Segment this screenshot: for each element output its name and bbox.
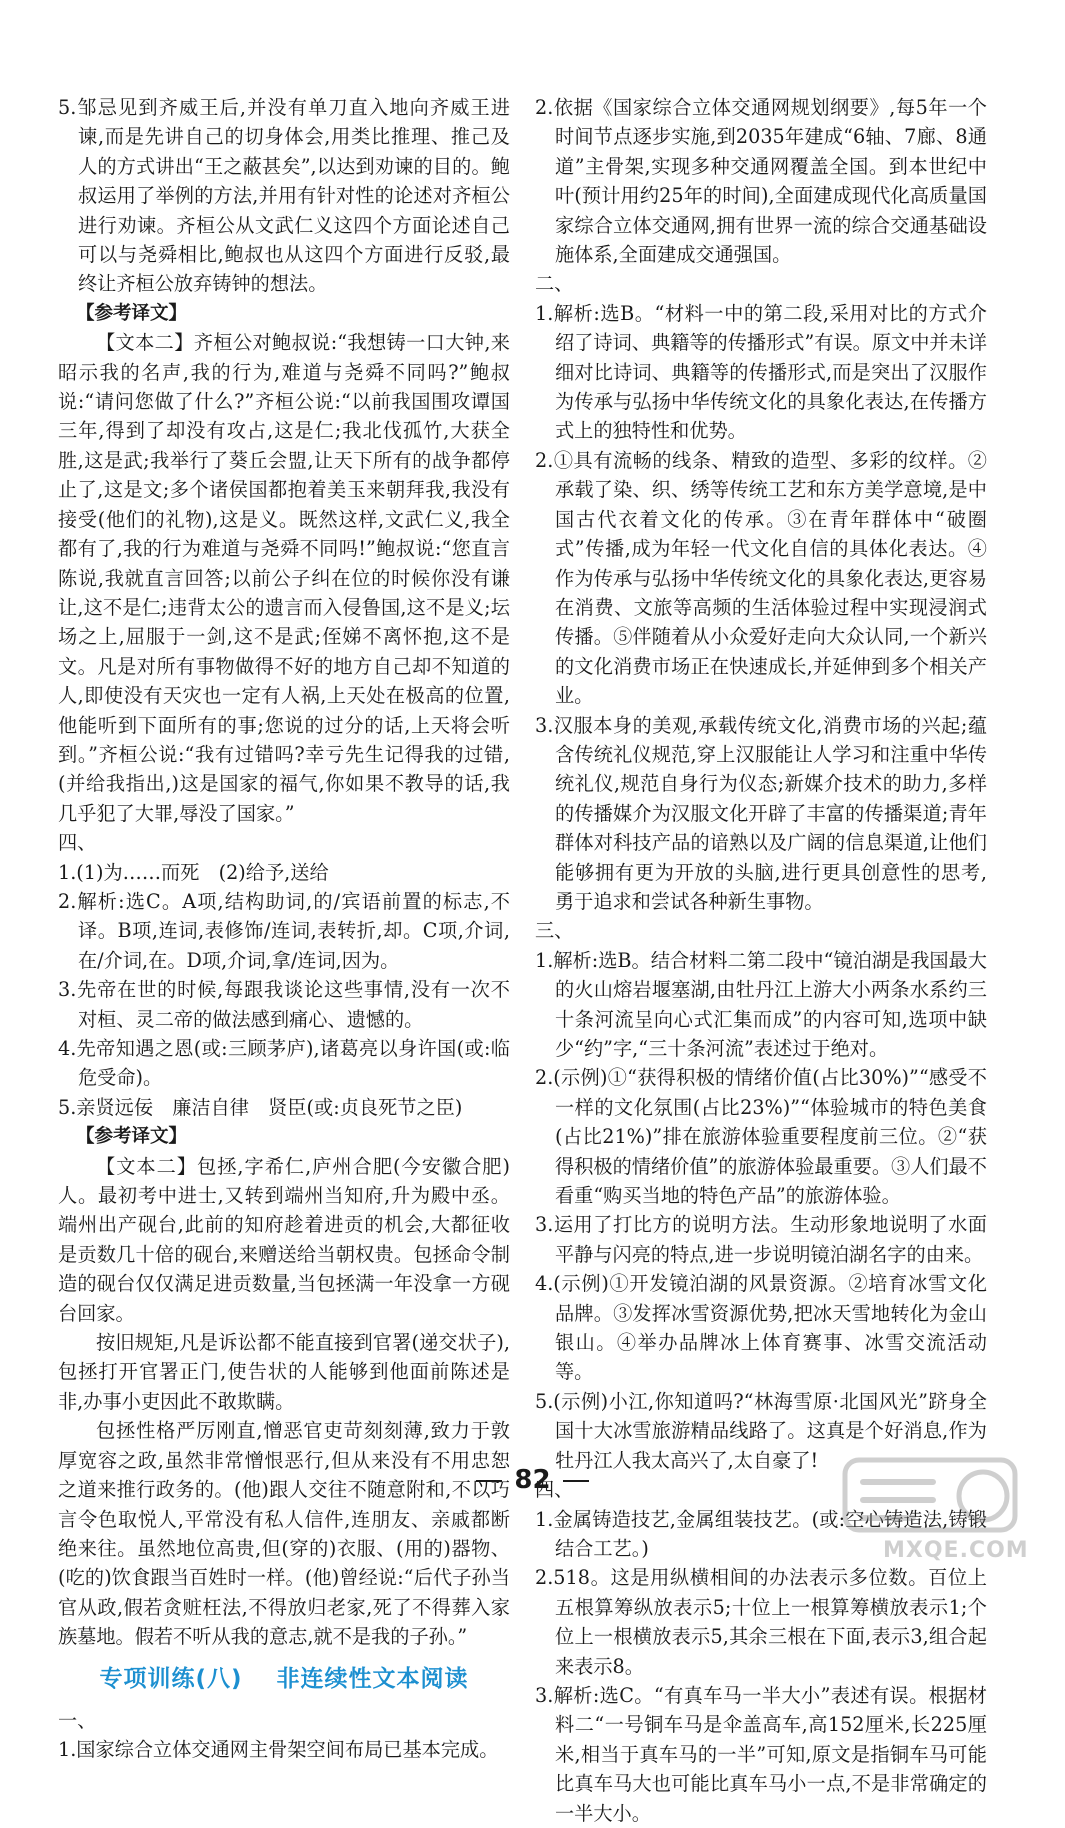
answer-5b: 5.亲贤远佞 廉洁自律 贤臣(或:贞良死节之臣)	[58, 1095, 463, 1119]
section-title	[58, 1662, 510, 1696]
answer-g2: 2.(示例)①“获得积极的情绪价值(占比30%)”“感受不一样的文化氛围(占比23%)”“体验城市的特色美食(占比21%)”排在旅游体验重要程度前三位。②“获得积极的情绪价值”的旅游体验最重要。③人们最不看重“购买当地的特色产品”的旅游体验。	[535, 1066, 987, 1208]
answer-g4: 4.(示例)①开发镜泊湖的风景资源。②培育冰雪文化品牌。③发挥冰雪资源优势,把冰天雪地转化为金山银山。④举办品牌冰上体育赛事、冰雪交流活动等。	[535, 1272, 987, 1384]
section-title-text: 非连续性文本阅读	[276, 1665, 469, 1692]
reference-translation-heading: 【参考译文】	[76, 302, 188, 324]
answer-f1: 1.解析:选B。“材料一中的第二段,采用对比的方式介绍了诗词、典籍等的传播形式”有误。原文中并未详细对比诗词、典籍等的传播形式,而是突出了汉服作为传承与弘扬中华传统文化的具象化表达,在传播方式上的独特性和优势。	[535, 301, 987, 443]
answer-h3: 3.解析:选C。“有真车马一半大小”表述有误。根据材料二“一号铜车马是伞盖高车,高152厘米,长225厘米,相当于真车马的一半”可知,原文是指铜车马可能比真车马大也可能比真车马小一点,不是非常确定的一半大小。	[535, 1683, 987, 1825]
watermark-logo	[823, 1452, 1033, 1572]
answer-4: 4.先帝知遇之恩(或:三顾茅庐),诸葛亮以身许国(或:临危受命)。	[58, 1037, 510, 1090]
answer-g5: 5.(示例)小江,你知道吗?“林海雪原·北国风光”跻身全国十大冰雪旅游精品线路了。这真是个好消息,作为牡丹江人我太高兴了,太自豪了!	[535, 1389, 987, 1472]
translation-paragraph-2: 【文本二】包拯,字希仁,庐州合肥(今安徽合肥)人。最初考中进士,又转到端州当知府,升为殿中丞。端州出产砚台,此前的知府趁着进贡的机会,大都征收是贡数几十倍的砚台,来赠送给当朝权贵。包拯命令制造的砚台仅仅满足进贡数量,当包拯满一年没拿一方砚台回家。	[58, 1154, 510, 1325]
answer-h1: 1.金属铸造技艺,金属组装技艺。(或:空心铸造法,铸锻结合工艺。)	[535, 1507, 987, 1560]
translation-paragraph: 【文本二】齐桓公对鲍叔说:“我想铸一口大钟,来昭示我的名声,我的行为,难道与尧舜不同吗?”鲍叔说:“请问您做了什么?”齐桓公说:“以前我国围攻谭国三年,得到了却没有攻占,这是仁;我北伐孤竹,大获全胜,这是武;我举行了葵丘会盟,让天下所有的战争都停止了,这是文;多个诸侯国都抱着美玉来朝拜我,我没有接受(他们的礼物),这是义。既然这样,文武仁义,我全都有了,我的行为难道与尧舜不同吗!”鲍叔说:“您直言陈说,我就直言回答;以前公子纠在位的时候你没有谦让,这不是仁;违背太公的遗言而入侵鲁国,这不是义;坛场之上,屈服于一剑,这不是武;侄娣不离怀抱,这不是文。凡是对所有事物做得不好的地方自己却不知道的人,即使没有天灾也一定有人祸,上天处在极高的位置,他能听到下面所有的事;您说的过分的话,上天将会听到。”齐桓公说:“我有过错吗?幸亏先生记得我的过错,(并给我指出,)这是国家的福气,你如果不教导的话,我几乎犯了大罪,辱没了国家。”	[58, 331, 510, 825]
watermark-text: MXQE.COM	[883, 1538, 1029, 1563]
answer-e2: 2.依据《国家综合立体交通网规划纲要》,每5年一个时间节点逐步实施,到2035年建成“6轴、7廊、8通道”主骨架,实现多种交通网覆盖全国。到本世纪中叶(预计用约25年的时间),全面建成现代化高质量国家综合立体交通网,拥有世界一流的综合交通基础设施体系,全面建成交通强国。	[535, 96, 987, 267]
page-number-text: 82	[514, 1465, 551, 1495]
answer-5: 5.邹忌见到齐威王后,并没有单刀直入地向齐威王进谏,而是先讲自己的切身体会,用类比推理、推己及人的方式讲出“王之蔽甚矣”,以达到劝谏的目的。鲍叔运用了举例的方法,并用有针对性的论述对齐桓公进行劝谏。齐桓公从文武仁义这四个方面论述自己可以与尧舜相比,鲍叔也从这四个方面进行反驳,最终让齐桓公放弃铸钟的想法。	[58, 96, 510, 296]
section-title-number: 专项训练(八)	[99, 1665, 243, 1692]
answer-1: 1.(1)为……而死 (2)给予,送给	[58, 860, 329, 884]
section-four-heading-right: 四、	[535, 1478, 574, 1502]
answer-e1: 1.国家综合立体交通网主骨架空间布局已基本完成。	[58, 1737, 499, 1761]
translation-paragraph-4: 包拯性格严厉刚直,憎恶官吏苛刻刻薄,致力于敦厚宽容之政,虽然非常憎恨恶行,但从来没有不用忠恕之道来推行政务的。(他)跟人交往不随意附和,不以巧言令色取悦人,平常没有私人信件,连朋友、亲戚都断绝来往。虽然地位高贵,但(穿的)衣服、(用的)器物、(吃的)饮食跟当百姓时一样。(他)曾经说:“后代子孙当官从政,假若贪赃枉法,不得放归老家,死了不得葬入家族墓地。假若不听从我的意志,就不是我的子孙。”	[58, 1419, 510, 1649]
answer-g1: 1.解析:选B。结合材料二第二段中“镜泊湖是我国最大的火山熔岩堰塞湖,由牡丹江上游大小两条水系约三十条河流呈向心式汇集而成”的内容可知,选项中缺少“约”字,“三十条河流”表述过于绝对。	[535, 948, 987, 1060]
translation-paragraph-3: 按旧规矩,凡是诉讼都不能直接到官署(递交状子),包拯打开官署正门,使告状的人能够到他面前陈述是非,办事小吏因此不敢欺瞒。	[58, 1331, 510, 1413]
answer-h2: 2.518。这是用纵横相间的办法表示多位数。百位上五根算筹纵放表示5;十位上一根算筹横放表示1;个位上一根横放表示5,其余三根在下面,表示3,组合起来表示8。	[535, 1566, 987, 1678]
section-one-heading: 一、	[58, 1708, 97, 1732]
answer-2: 2.解析:选C。A项,结构助词,的/宾语前置的标志,不译。B项,连词,表修饰/连词,表转折,却。C项,介词,在/介词,在。D项,介词,拿/连词,因为。	[58, 889, 510, 972]
answer-3: 3.先帝在世的时候,每跟我谈论这些事情,没有一次不对桓、灵二帝的做法感到痛心、遗憾的。	[58, 978, 510, 1031]
answer-f3: 3.汉服本身的美观,承载传统文化,消费市场的兴起;蕴含传统礼仪规范,穿上汉服能让人学习和注重中华传统礼仪,规范自身行为仪态;新媒介技术的助力,多样的传播媒介为汉服文化开辟了丰富的传播渠道;青年群体对科技产品的谙熟以及广阔的信息渠道,让他们能够拥有更为开放的头脑,进行更具创意性的思考,勇于追求和尝试各种新生事物。	[535, 713, 987, 913]
section-four-heading: 四、	[58, 831, 97, 855]
answer-f2: 2.①具有流畅的线条、精致的造型、多彩的纹样。②承载了染、织、绣等传统工艺和东方美学意境,是中国古代衣着文化的传承。③在青年群体中“破圈式”传播,成为年轻一代文化自信的具体化表达。④作为传承与弘扬中华传统文化的具象化表达,更容易在消费、文旅等高频的生活体验过程中实现浸润式传播。⑤伴随着从小众爱好走向大众认同,一个新兴的文化消费市场正在快速成长,并延伸到多个相关产业。	[535, 448, 987, 708]
answer-g3: 3.运用了打比方的说明方法。生动形象地说明了水面平静与闪亮的特点,进一步说明镜泊湖名字的由来。	[535, 1213, 987, 1266]
section-three-heading: 三、	[535, 919, 574, 943]
reference-translation-heading-2: 【参考译文】	[76, 1126, 188, 1148]
left-column	[58, 93, 510, 1764]
section-two-heading: 二、	[535, 272, 574, 296]
